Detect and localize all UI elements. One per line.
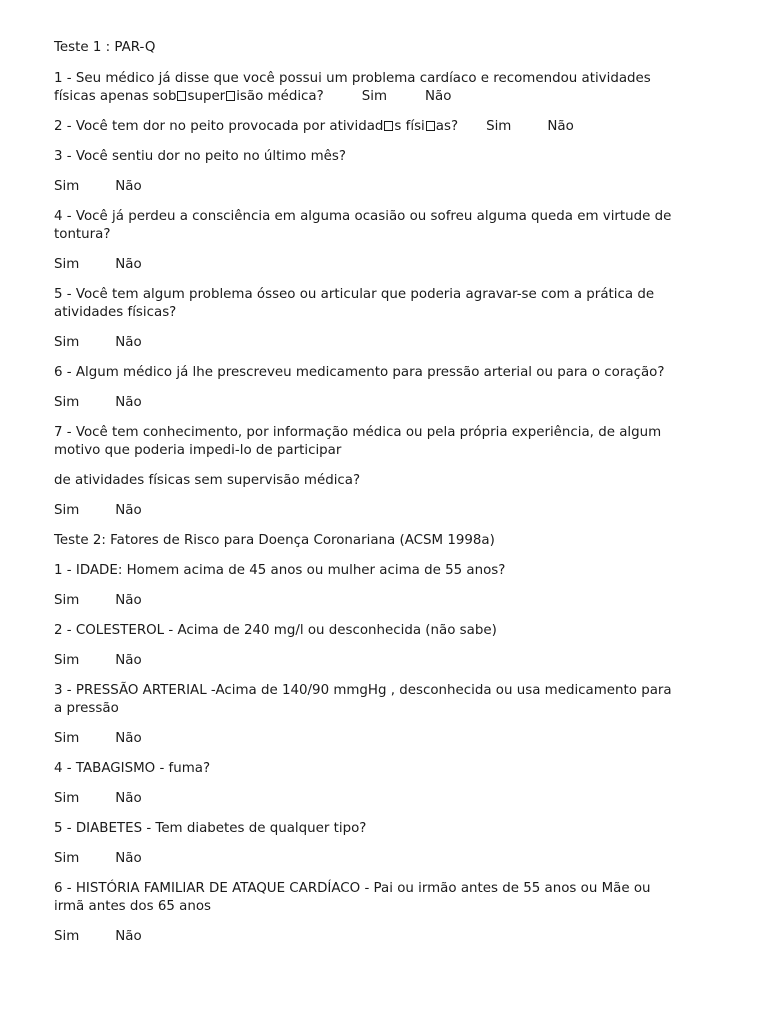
test1-q1-line1: 1 - Seu médico já disse que você possui um problema cardíaco e recomendou atividades [54,71,651,86]
test2-q3-nao-option[interactable]: Não [115,731,142,746]
test1-q7-line2: motivo que poderia impedi-lo de participar [54,443,342,458]
test2-q1-nao-option[interactable]: Não [115,593,142,608]
test1-q6-nao-option[interactable]: Não [115,395,142,410]
test1-q1-line2 [54,88,451,106]
test1-q1-sim-option[interactable]: Sim [361,89,387,104]
test1-q5-answers [54,334,142,352]
test2-q3-sim-option[interactable]: Sim [54,731,80,746]
test2-q4-sim-option[interactable]: Sim [54,791,80,806]
test2-q2-sim-option[interactable]: Sim [54,653,80,668]
test2-q4-nao-option[interactable]: Não [115,791,142,806]
test1-q4-line2: tontura? [54,227,111,242]
test2-q6-answers [54,928,142,946]
test1-q6-text: 6 - Algum médico já lhe prescreveu medicamento para pressão arterial ou para o coração? [54,365,665,380]
test2-q6-line1: 6 - HISTÓRIA FAMILIAR DE ATAQUE CARDÍACO - Pai ou irmão antes de 55 anos ou Mãe ou [54,881,651,896]
test1-q5-sim-option[interactable]: Sim [54,335,80,350]
test2-q6-line2: irmã antes dos 65 anos [54,899,211,914]
test1-q2-sim-option[interactable]: Sim [486,119,512,134]
test1-q3-text: 3 - Você sentiu dor no peito no último mês? [54,149,346,164]
test1-title: Teste 1 : PAR-Q [54,40,156,55]
test1-q2-text-part-a: 2 - Você tem dor no peito provocada por atividad [54,119,384,134]
test1-q5-line2: atividades físicas? [54,305,177,320]
test2-q1-answers [54,592,142,610]
test1-q1-text-part-a: físicas apenas sob [54,89,177,104]
test1-q7-nao-option[interactable]: Não [115,503,142,518]
test1-q7-line3: de atividades físicas sem supervisão médica? [54,473,361,488]
test2-q3-answers [54,730,142,748]
test1-q2-text-part-b: s físi [394,119,425,134]
test1-q4-line1: 4 - Você já perdeu a consciência em alguma ocasião ou sofreu alguma queda em virtude de [54,209,672,224]
test2-q5-text: 5 - DIABETES - Tem diabetes de qualquer tipo? [54,821,367,836]
test2-q1-sim-option[interactable]: Sim [54,593,80,608]
test1-q7-sim-option[interactable]: Sim [54,503,80,518]
test1-q4-answers [54,256,142,274]
test1-q4-nao-option[interactable]: Não [115,257,142,272]
test2-q4-answers [54,790,142,808]
test2-q2-nao-option[interactable]: Não [115,653,142,668]
test2-q6-nao-option[interactable]: Não [115,929,142,944]
test1-q3-answers [54,178,142,196]
test1-q1-nao-option[interactable]: Não [425,89,452,104]
test1-q7-line1: 7 - Você tem conhecimento, por informação médica ou pela própria experiência, de algum [54,425,662,440]
missing-glyph-box-icon [426,121,435,131]
test2-q5-answers [54,850,142,868]
missing-glyph-box-icon [226,91,235,101]
test2-q6-sim-option[interactable]: Sim [54,929,80,944]
missing-glyph-box-icon [384,121,393,131]
test1-q5-nao-option[interactable]: Não [115,335,142,350]
test2-q3-line2: a pressão [54,701,119,716]
test1-q6-answers [54,394,142,412]
test2-q4-text: 4 - TABAGISMO - fuma? [54,761,211,776]
test1-q2-text-part-c: as? [435,119,459,134]
test2-title: Teste 2: Fatores de Risco para Doença Coronariana (ACSM 1998a) [54,533,495,548]
test1-q6-sim-option[interactable]: Sim [54,395,80,410]
test2-q1-text: 1 - IDADE: Homem acima de 45 anos ou mulher acima de 55 anos? [54,563,506,578]
test1-q2-nao-option[interactable]: Não [547,119,574,134]
test1-q1-text-part-b: super [187,89,226,104]
test1-q1-text-part-c: isão médica? [236,89,324,104]
missing-glyph-box-icon [177,91,186,101]
test2-q3-line1: 3 - PRESSÃO ARTERIAL -Acima de 140/90 mmgHg , desconhecida ou usa medicamento para [54,683,672,698]
test2-q5-sim-option[interactable]: Sim [54,851,80,866]
test1-q7-answers [54,502,142,520]
test2-q2-answers [54,652,142,670]
test1-q4-sim-option[interactable]: Sim [54,257,80,272]
test1-q5-line1: 5 - Você tem algum problema ósseo ou articular que poderia agravar-se com a prática de [54,287,655,302]
test1-q3-sim-option[interactable]: Sim [54,179,80,194]
test2-q2-text: 2 - COLESTEROL - Acima de 240 mg/l ou desconhecida (não sabe) [54,623,497,638]
test2-q5-nao-option[interactable]: Não [115,851,142,866]
test1-q2-line [54,118,574,136]
test1-q3-nao-option[interactable]: Não [115,179,142,194]
